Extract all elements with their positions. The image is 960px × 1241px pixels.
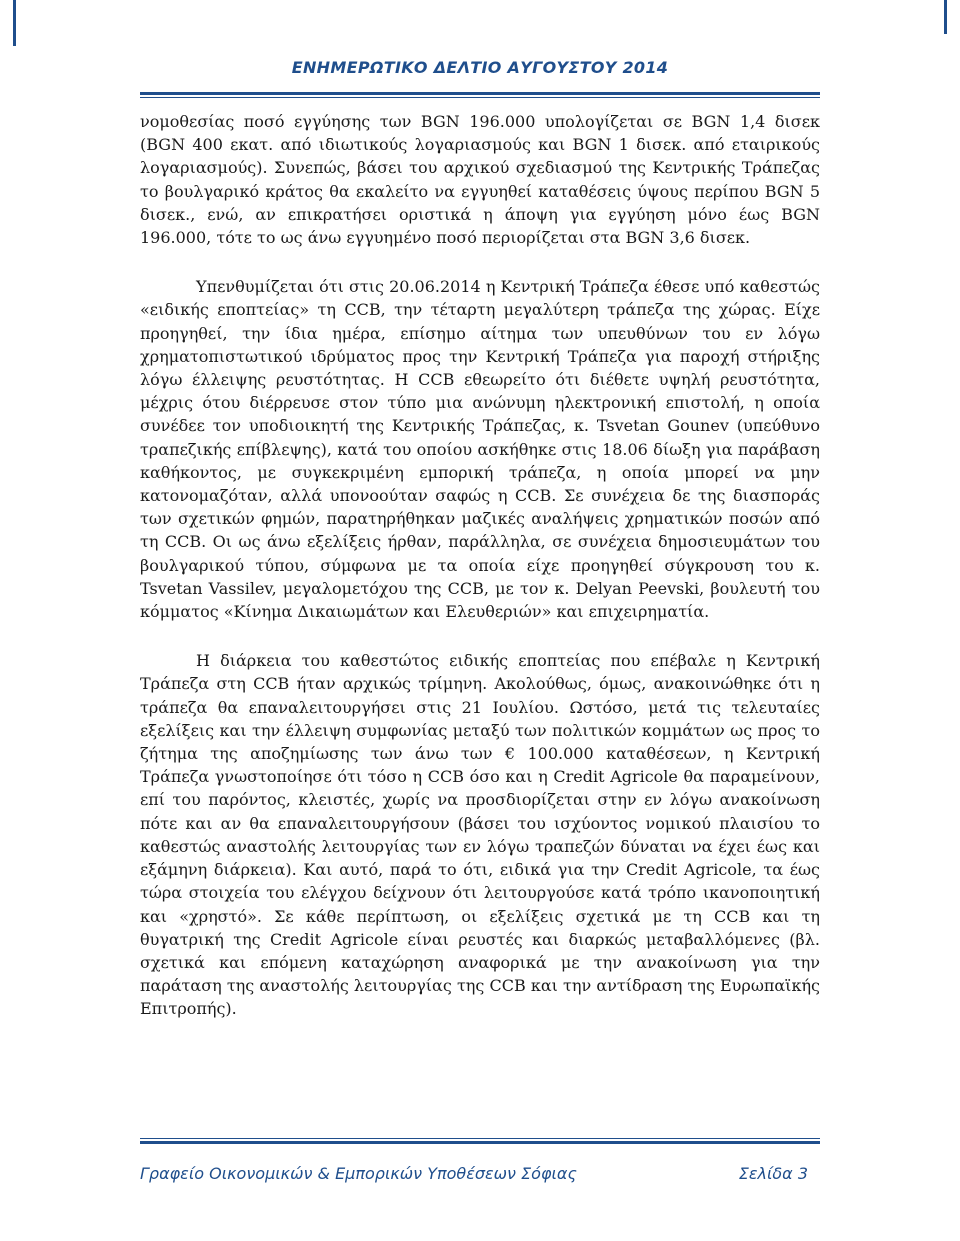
header-rule-thick: [140, 92, 820, 95]
header-rule: [140, 92, 820, 98]
corner-bar-right: [944, 0, 947, 34]
document-body: [140, 110, 820, 1021]
footer-office: Γραφείο Οικονομικών & Εμπορικών Υποθέσεων Σόφιας: [140, 1164, 577, 1183]
paragraph-3: Η διάρκεια του καθεστώτος ειδικής εποπτείας που επέβαλε η Κεντρική Τράπεζα στη CCB ήταν αρχικώς τρίμηνη. Ακολούθως, όμως, ανακοινώθηκε ότι η τράπεζα θα επαναλειτουργήσει στις 21 Ιουλίου. Ωστόσο, μετά τις τελευταίες εξελίξεις και την έλλειψη συμφωνίας μεταξύ των πολιτικών κομμάτων ως προς το ζήτημα της αποζημίωσης των άνω των € 100.000 καταθέσεων, η Κεντρική Τράπεζα γνωστοποίησε ότι τόσο η CCB όσο και η Credit Agricole θα παραμείνουν, επί του παρόντος, κλειστές, χωρίς να προσδιορίζεται στην εν λόγω ανακοίνωση πότε και αν θα επαναλειτουργήσουν (βάσει του ισχύοντος νομικού πλαισίου το καθεστώς αναστολής λειτουργίας των εν λόγω τραπεζών δύναται να έχει έως και εξάμηνη διάρκεια). Και αυτό, παρά το ότι, ειδικά για την Credit Agricole, τα έως τώρα στοιχεία του ελέγχου δείχνουν ότι λειτουργούσε κατά τρόπο ικανοποιητική και «χρηστό». Σε κάθε περίπτωση, οι εξελίξεις σχετικά με τη CCB και τη θυγατρική της Credit Agricole είναι ρευστές και διαρκώς μεταβαλλόμενες (βλ. σχετικά και επόμενη καταχώρηση αναφορικά με την ανακοίνωση για την παράταση της αναστολής λειτουργίας της CCB και την αντίδραση της Ευρωπαϊκής Επιτροπής).: [140, 651, 820, 1019]
header-title: ΕΝΗΜΕΡΩΤΙΚΟ ΔΕΛΤΙΟ ΑΥΓΟΥΣΤΟΥ 2014: [291, 58, 669, 77]
footer-rule: [140, 1138, 820, 1144]
corner-bar-left: [13, 0, 16, 46]
footer-rule-thick: [140, 1141, 820, 1144]
paragraph-2: Υπενθυμίζεται ότι στις 20.06.2014 η Κεντρική Τράπεζα έθεσε υπό καθεστώς «ειδικής εποπτείας» τη CCB, την τέταρτη μεγαλύτερη τράπεζα της χώρας. Είχε προηγηθεί, την ίδια ημέρα, επίσημο αίτημα των υπευθύνων του εν λόγω χρηματοπιστωτικού ιδρύματος προς την Κεντρική Τράπεζα για παροχή στήριξης λόγω έλλειψης ρευστότητας. Η CCB εθεωρείτο ότι διέθετε υψηλή ρευστότητα, μέχρις ότου διέρρευσε στον τύπο μια ανώνυμη ηλεκτρονική επιστολή, η οποία συνέδεε τον υποδιοικητή της Κεντρικής Τράπεζας, κ. Tsvetan Gounev (υπεύθυνο τραπεζικής επίβλεψης), κατά του οποίου ασκήθηκε στις 18.06 δίωξη για παράβαση καθήκοντος, με συγκεκριμένη εμπορική τράπεζα, η οποία μπορεί να μην κατονομαζόταν, αλλά υπονοούταν σαφώς η CCB. Σε συνέχεια δε της διασποράς των σχετικών φημών, παρατηρήθηκαν μαζικές αναλήψεις χρηματικών ποσών από τη CCB. Οι ως άνω εξελίξεις ήρθαν, παράλληλα, σε συνέχεια δημοσιευμάτων του βουλγαρικού τύπου, σύμφωνα με τα οποία είχε προηγηθεί σύγκρουση του κ. Tsvetan Vassilev, μεγαλομετόχου της CCB, με τον κ. Delyan Peevski, βουλευτή του κόμματος «Κίνημα Δικαιωμάτων και Ελευθεριών» και επιχειρηματία.: [140, 277, 820, 622]
page-number: Σελίδα 3: [738, 1164, 808, 1183]
footer-rule-thin: [140, 1138, 820, 1139]
header-rule-thin: [140, 97, 820, 98]
paragraph-1: νομοθεσίας ποσό εγγύησης των BGN 196.000 υπολογίζεται σε BGN 1,4 δισεκ (BGN 400 εκατ. από ιδιωτικούς λογαριασμούς και BGN 1 δισεκ. από εταιρικούς λογαριασμούς). Συνεπώς, βάσει του αρχικού σχεδιασμού της Κεντρικής Τράπεζας το βουλγαρικό κράτος θα εκαλείτο να εγγυηθεί καταθέσεις ύψους περίπου BGN 5 δισεκ., ενώ, αν επικρατήσει οριστικά η άποψη για εγγύηση μόνο έως BGN 196.000, τότε το ως άνω εγγυημένο ποσό περιορίζεται στα BGN 3,6 δισεκ.: [140, 112, 820, 248]
